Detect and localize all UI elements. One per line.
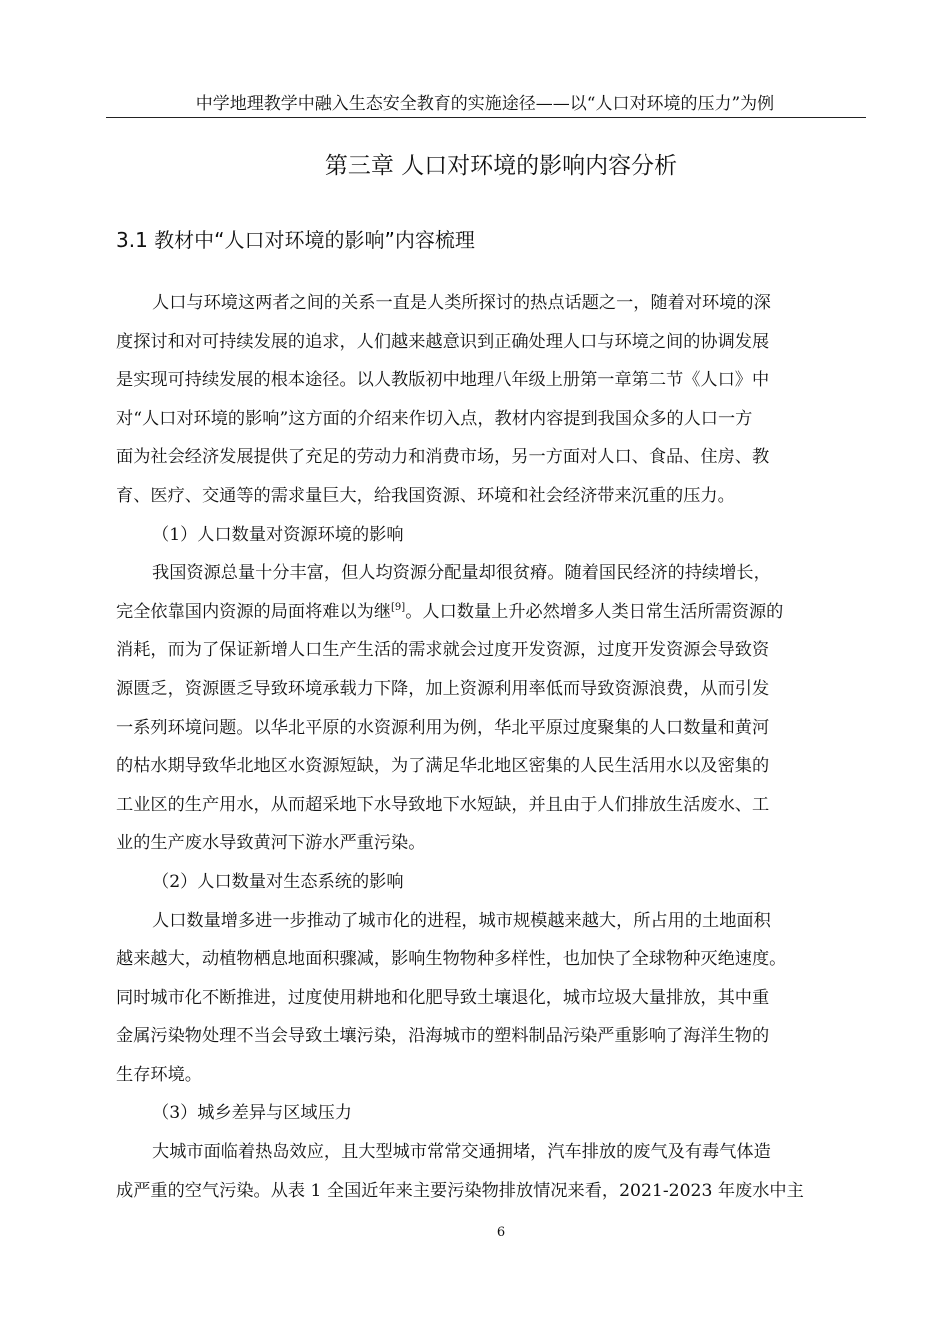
paragraph-line-part: 。人口数量上升必然增多人类日常生活所需资源的 — [405, 601, 784, 622]
paragraph-line: 育、医疗、交通等的需求量巨大，给我国资源、环境和社会经济带来沉重的压力。 — [116, 485, 735, 506]
paragraph-line: 成严重的空气污染。从表 1 全国近年来主要污染物排放情况来看，2021-2023 年废水中主 — [116, 1180, 804, 1201]
paragraph-line-part: 完全依靠国内资源的局面将难以为继 — [116, 601, 392, 622]
paragraph-line: 金属污染物处理不当会导致土壤污染，沿海城市的塑料制品污染严重影响了海洋生物的 — [116, 1026, 770, 1047]
paragraph-line: 是实现可持续发展的根本途径。以人教版初中地理八年级上册第一章第二节《人口》中 — [116, 370, 770, 391]
citation-mark: [9] — [391, 601, 406, 613]
paragraph-line: 大城市面临着热岛效应，且大型城市常常交通拥堵，汽车排放的废气及有毒气体造 — [152, 1142, 771, 1163]
paragraph-line: 业的生产废水导致黄河下游水严重污染。 — [116, 833, 426, 854]
section-title: 3.1 教材中“人口对环境的影响”内容梳理 — [116, 228, 475, 252]
subsection-heading: （1）人口数量对资源环境的影响 — [152, 524, 404, 545]
page-number: 6 — [496, 1225, 506, 1240]
chapter-title: 第三章 人口对环境的影响内容分析 — [324, 153, 678, 179]
paragraph-line: 生存环境。 — [116, 1064, 202, 1085]
paragraph-line-with-citation — [116, 593, 876, 632]
paragraph-line: 对“人口对环境的影响”这方面的介绍来作切入点，教材内容提到我国众多的人口一方 — [116, 408, 753, 429]
paragraph-line: 度探讨和对可持续发展的追求，人们越来越意识到正确处理人口与环境之间的协调发展 — [116, 331, 770, 352]
paragraph-line: 同时城市化不断推进，过度使用耕地和化肥导致土壤退化，城市垃圾大量排放，其中重 — [116, 987, 770, 1008]
subsection-heading: （2）人口数量对生态系统的影响 — [152, 871, 404, 892]
paragraph-line: 越来越大，动植物栖息地面积骤减，影响生物物种多样性，也加快了全球物种灭绝速度。 — [116, 949, 787, 970]
paragraph-line: 源匮乏，资源匮乏导致环境承载力下降，加上资源利用率低而导致资源浪费，从而引发 — [116, 678, 770, 699]
paragraph-line: 人口数量增多进一步推动了城市化的进程，城市规模越来越大，所占用的土地面积 — [152, 910, 771, 931]
paragraph-line: 消耗，而为了保证新增人口生产生活的需求就会过度开发资源，过度开发资源会导致资 — [116, 640, 770, 661]
paragraph-line: 工业区的生产用水，从而超采地下水导致地下水短缺，并且由于人们排放生活废水、工 — [116, 794, 770, 815]
subsection-heading: （3）城乡差异与区域压力 — [152, 1103, 352, 1124]
paragraph-line: 我国资源总量十分丰富，但人均资源分配量却很贫瘠。随着国民经济的持续增长， — [152, 563, 771, 584]
paragraph-line: 一系列环境问题。以华北平原的水资源利用为例，华北平原过度聚集的人口数量和黄河 — [116, 717, 770, 738]
paragraph-line: 面为社会经济发展提供了充足的劳动力和消费市场，另一方面对人口、食品、住房、教 — [116, 447, 770, 468]
header-rule — [106, 117, 866, 118]
paragraph-line: 的枯水期导致华北地区水资源短缺，为了满足华北地区密集的人民生活用水以及密集的 — [116, 756, 770, 777]
body-text — [116, 284, 876, 1210]
running-header: 中学地理教学中融入生态安全教育的实施途径——以“人口对环境的压力”为例 — [195, 94, 775, 114]
paragraph-line: 人口与环境这两者之间的关系一直是人类所探讨的热点话题之一，随着对环境的深 — [152, 293, 771, 313]
